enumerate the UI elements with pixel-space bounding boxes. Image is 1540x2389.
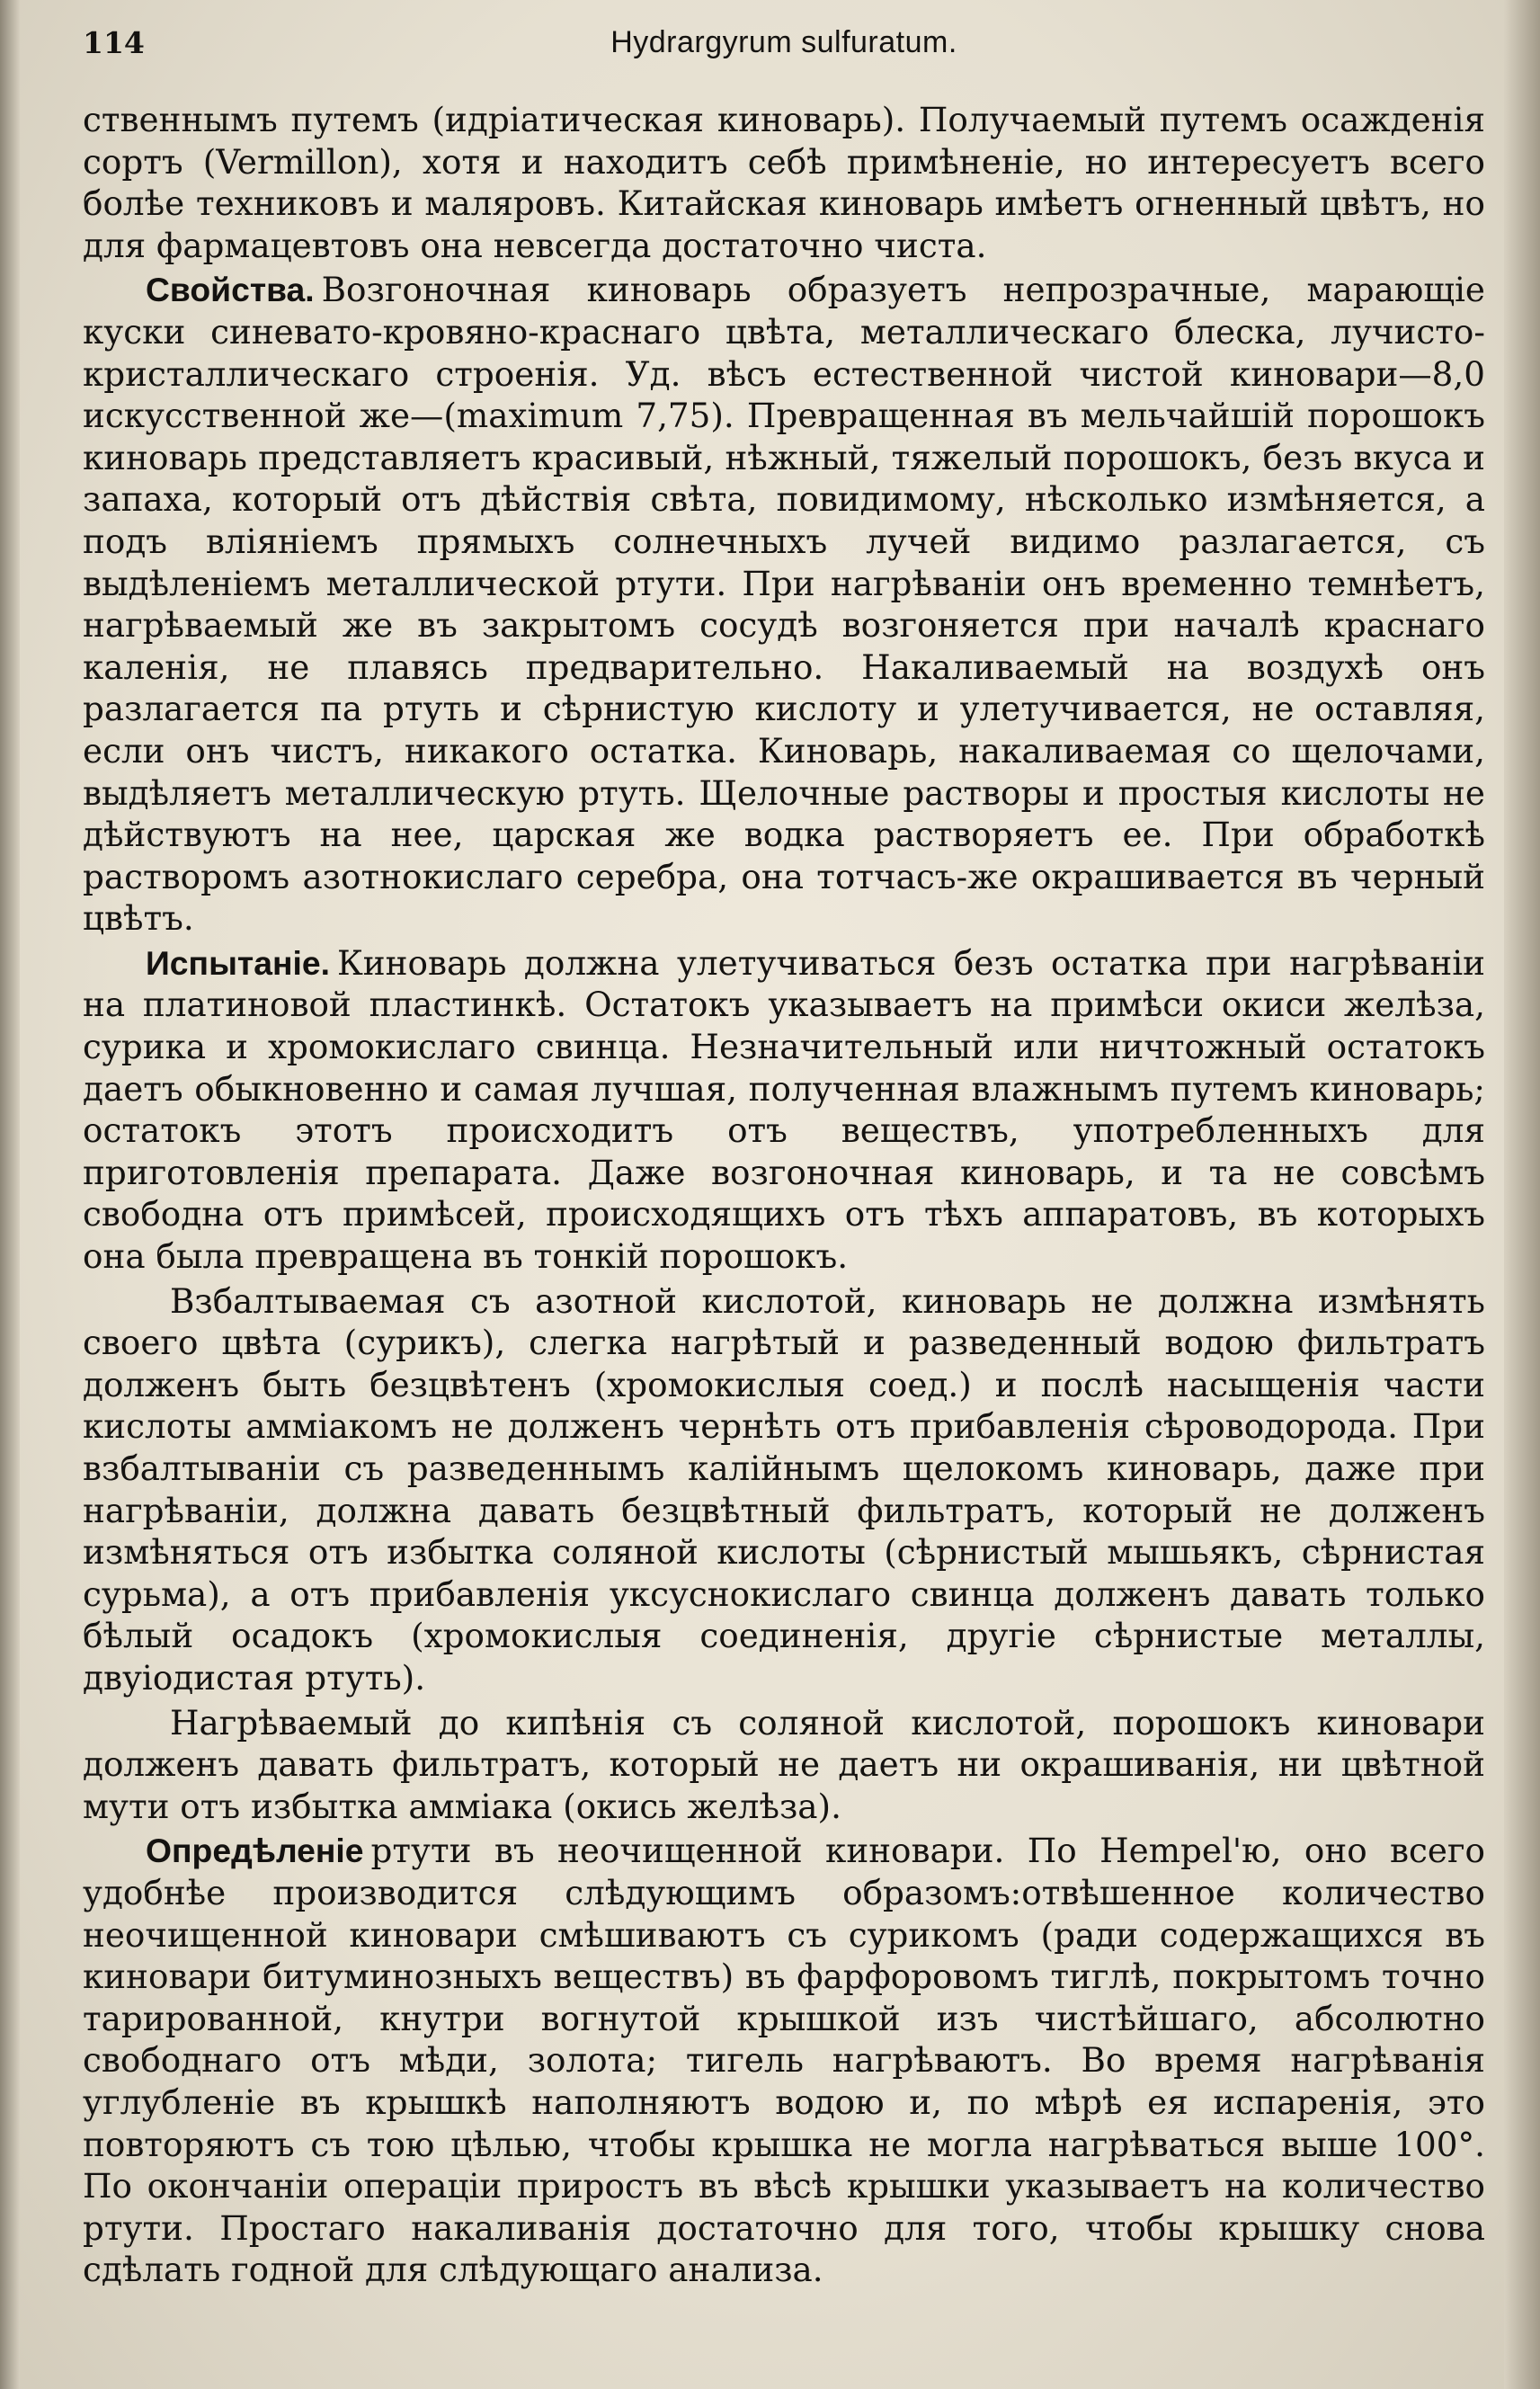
section-heading-properties: Свойства. — [146, 271, 315, 309]
paragraph-text: ртути въ неочищенной киновари. По Hempel'ю, оно всего удобнѣе производится слѣдующимъ образомъ:отвѣшенное количество неочищенной киновари смѣшиваютъ съ сурикомъ (ради содержащихся въ киновари битуминозныхъ веществъ) въ фарфоровомъ тиглѣ, покрытомъ точно тарированной, кнутри вогнутой крышкой изъ чистѣйшаго, абсолютно свободнаго отъ мѣди, золота; тигель нагрѣваютъ. Во время нагрѣванія углубленіе въ крышкѣ наполняютъ водою и, по мѣрѣ ея испаренія, это повторяютъ съ тою цѣлью, чтобы крышка не могла нагрѣваться выше 100°. По окончаніи операціи приростъ въ вѣсѣ крышки указываетъ на количество ртути. Простаго накаливанія достаточно для того, чтобы крышку снова сдѣлать годной для слѣдующаго анализа. — [83, 1831, 1485, 2290]
paragraph-text: Возгоночная киноварь образуетъ непрозрачные, марающіе куски синевато-кровяно-краснаго цвѣта, металлическаго блеска, лучисто-кристаллическаго строенія. Уд. вѣсъ естественной чистой киновари—8,0 искусственной же—(maximum 7,75). Превращенная въ мельчайшій порошокъ киноварь представляетъ красивый, нѣжный, тяжелый порошокъ, безъ вкуса и запаха, который отъ дѣйствія свѣта, повидимому, нѣсколько измѣняется, а подъ вліяніемъ прямыхъ солнечныхъ лучей видимо разлагается, съ выдѣленіемъ металлической ртути. При нагрѣваніи онъ временно темнѣетъ, нагрѣваемый же въ закрытомъ сосудѣ возгоняется при началѣ краснаго каленія, не плавясь предварительно. Накаливаемый на воздухѣ онъ разлагается па ртуть и сѣрнистую кислоту и улетучивается, не оставляя, если онъ чистъ, никакого остатка. Киноварь, накаливаемая со щелочами, выдѣляетъ металлическую ртуть. Щелочные растворы и простыя кислоты не дѣйствуютъ на нее, царская же водка растворяетъ ее. При обработкѣ растворомъ азотнокислаго серебра, она тотчасъ-же окрашивается въ черный цвѣтъ. — [83, 270, 1485, 939]
paragraph-text: Нагрѣваемый до кипѣнія съ соляной кислотой, порошокъ киновари долженъ давать фильтратъ, который не даетъ ни окрашиванія, ни цвѣтной мути отъ избытка амміака (окись желѣза). — [83, 1702, 1485, 1826]
section-heading-determination: Опредѣленіе — [146, 1832, 364, 1870]
paragraph-testing — [83, 942, 1485, 1278]
page-shadow-left — [0, 0, 20, 2389]
paragraph-text: Киноварь должна улетучиваться безъ остатка при нагрѣваніи на платиновой пластинкѣ. Остатокъ указываетъ на примѣси окиси желѣза, сурика и хромокислаго свинца. Незначительный или ничтожный остатокъ даетъ обыкновенно и самая лучшая, полученная влажнымъ путемъ киноварь; остатокъ этотъ происходитъ отъ веществъ, употребленныхъ для приготовленія препарата. Даже возгоночная киноварь, и та не совсѣмъ свободна отъ примѣсей, происходящихъ отъ тѣхъ аппаратовъ, въ которыхъ она была превращена въ тонкій порошокъ. — [83, 942, 1485, 1277]
paragraph — [83, 99, 1485, 266]
paragraph-text: Взбалтываемая съ азотной кислотой, киноварь не должна измѣнять своего цвѣта (сурикъ), слегка нагрѣтый и разведенный водою фильтратъ долженъ быть безцвѣтенъ (хромокислыя соед.) и послѣ насыщенія части кислоты амміакомъ не долженъ чернѣть отъ прибавленія сѣроводорода. При взбалтываніи съ разведеннымъ калійнымъ щелокомъ киноварь, даже при нагрѣваніи, должна давать безцвѣтный фильтратъ, который не долженъ измѣняться отъ избытка соляной кислоты (сѣрнистый мышьякъ, сѣрнистая сурьма), а отъ прибавленія уксуснокислаго свинца долженъ давать только бѣлый осадокъ (хромокислыя соединенія, другіе сѣрнистые металлы, двуіодистая ртуть). — [83, 1280, 1485, 1698]
page-header — [83, 25, 1485, 65]
paragraph — [83, 1280, 1485, 1699]
running-head: Hydrargyrum sulfuratum. — [610, 25, 957, 59]
paragraph-determination — [83, 1830, 1485, 2291]
page-number: 114 — [83, 25, 145, 60]
page-shadow-right — [1504, 0, 1540, 2389]
body-text — [83, 99, 1485, 2291]
section-heading-testing: Испытаніе. — [146, 943, 330, 982]
paragraph — [83, 1702, 1485, 1828]
paragraph-text: ственнымъ путемъ (идріатическая киноварь). Получаемый путемъ осажденія сортъ (Vermillon), хотя и находитъ себѣ примѣненіе, но интересуетъ всего болѣе техниковъ и маляровъ. Китайская киноварь имѣетъ огненный цвѣтъ, но для фармацевтовъ она невсегда достаточно чиста. — [83, 100, 1485, 265]
paragraph-properties — [83, 269, 1485, 940]
